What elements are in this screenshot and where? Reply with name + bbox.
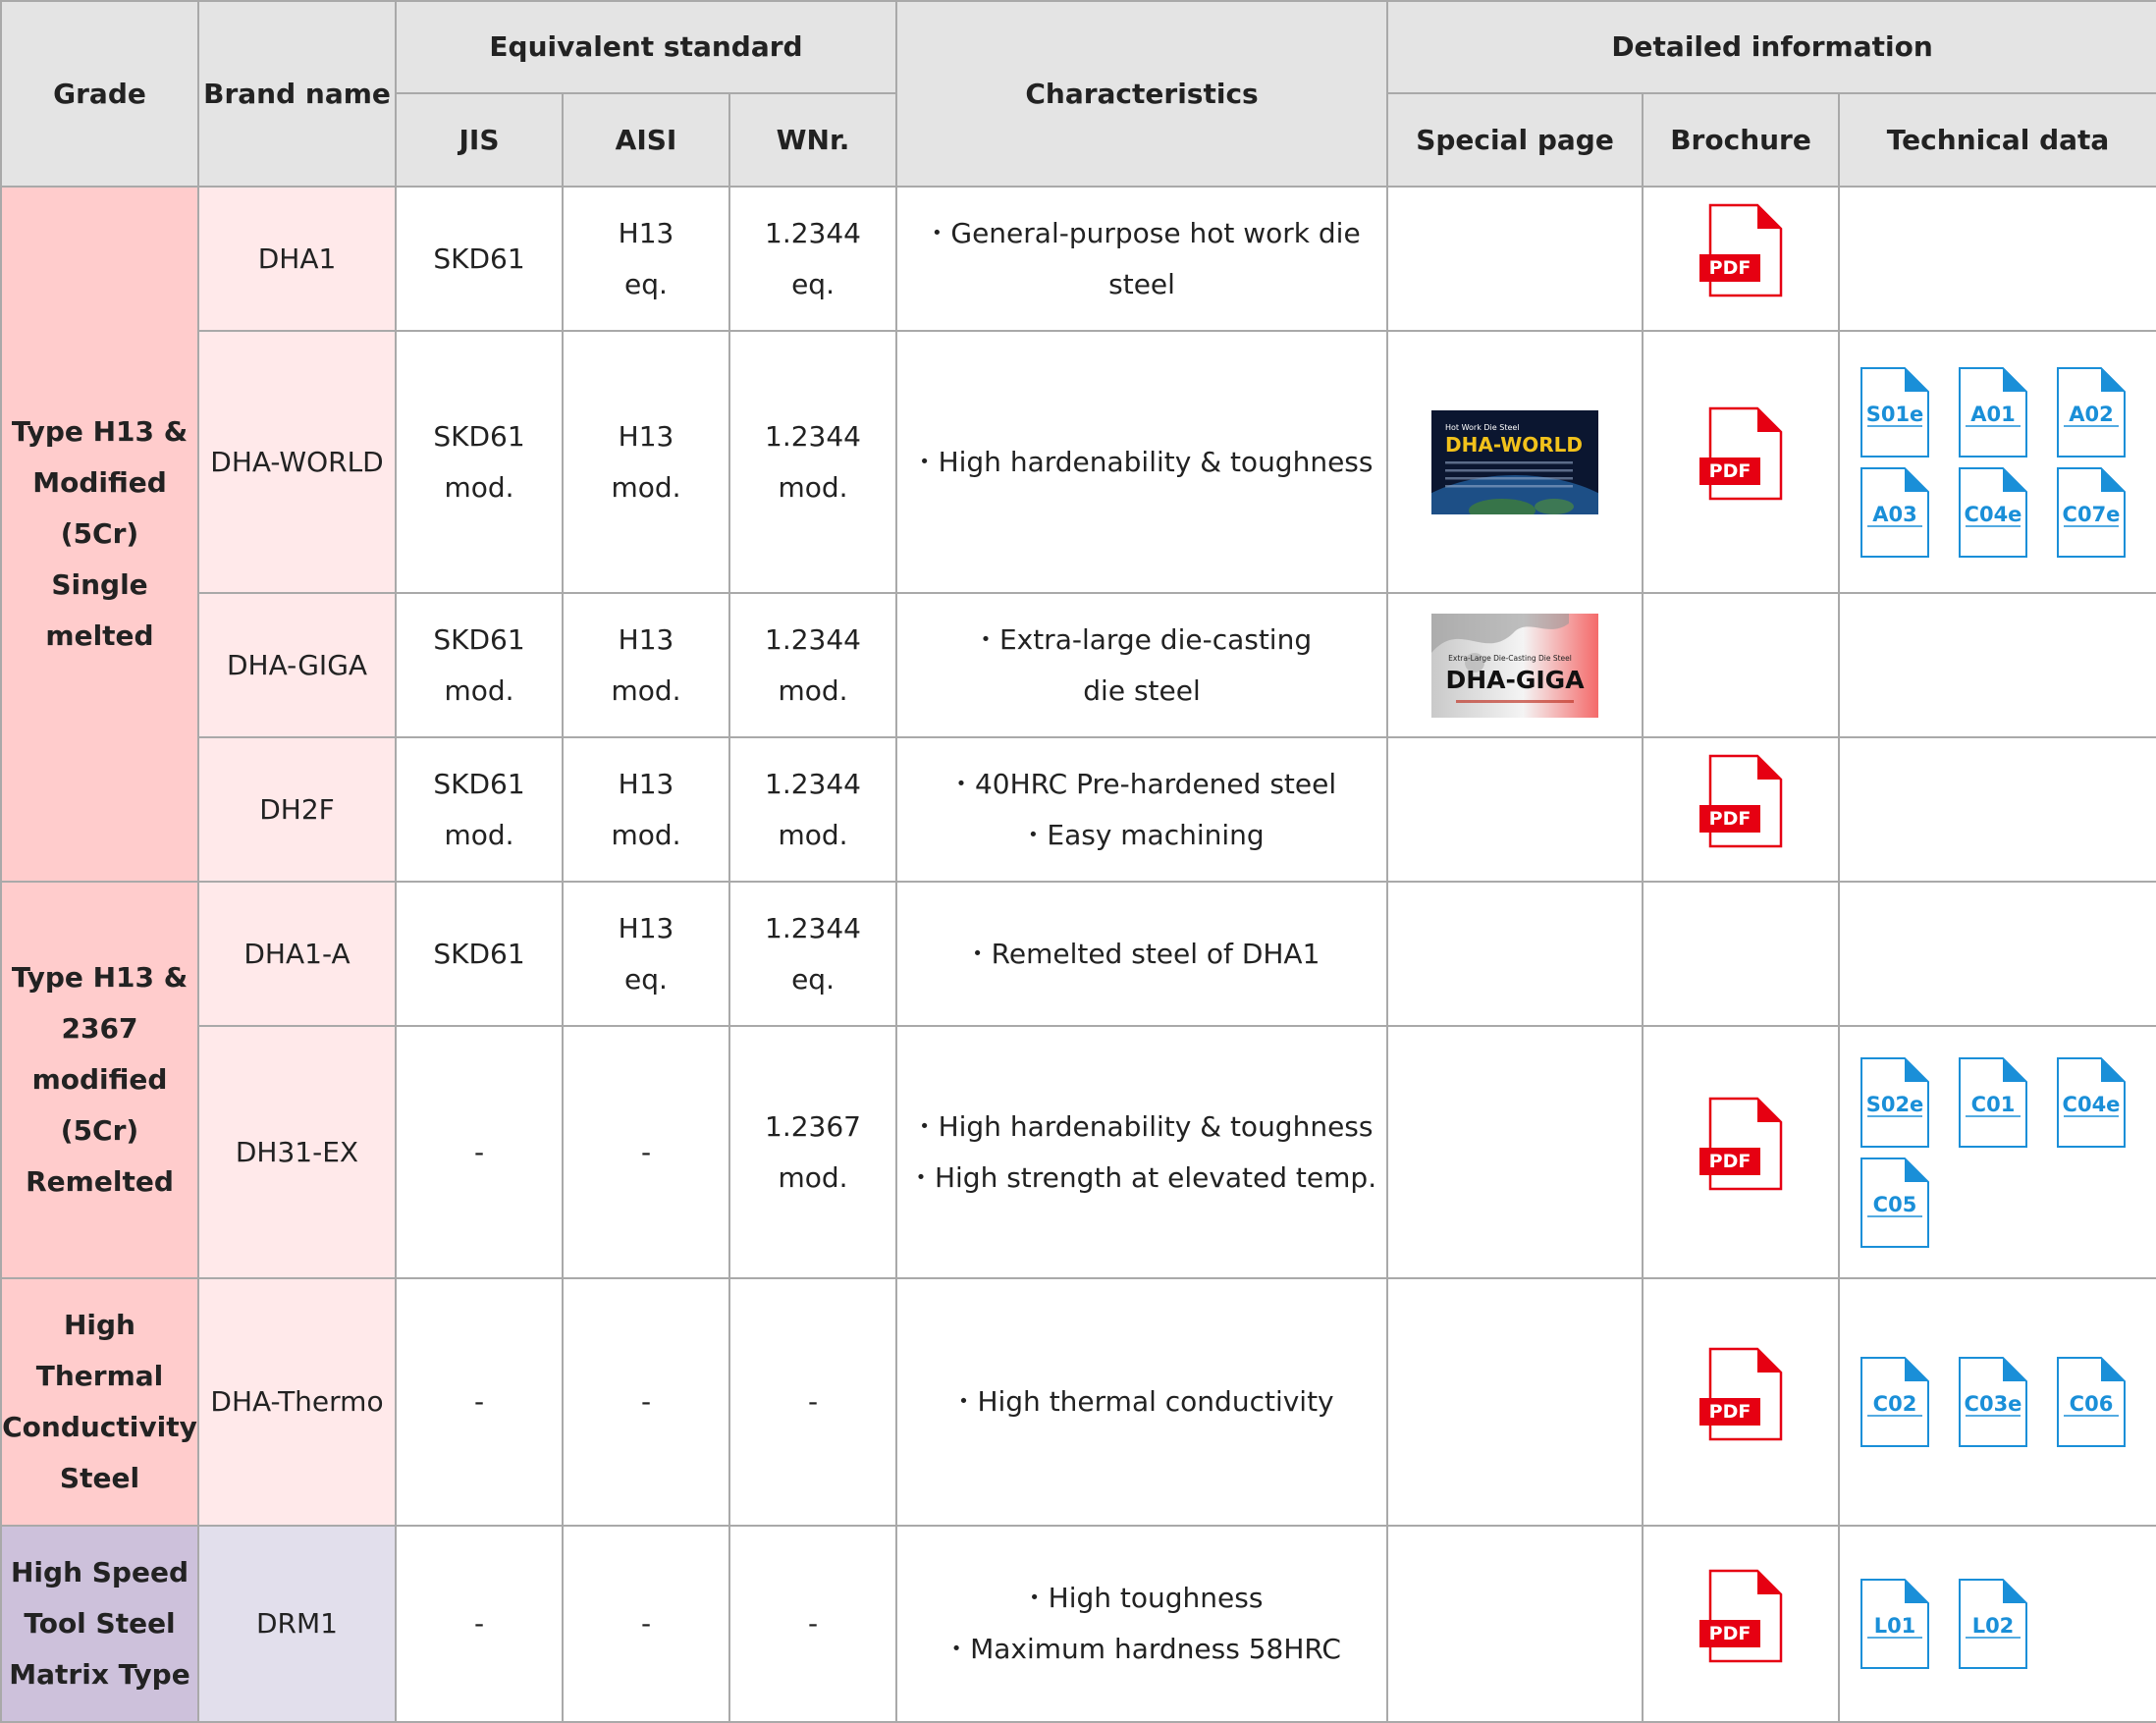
text-line: mod. [611, 673, 681, 707]
characteristics-cell [896, 882, 1387, 1026]
technical-data-doc-icon[interactable] [2056, 1356, 2127, 1448]
text-line: - [640, 1135, 652, 1168]
text-line: - [640, 1385, 652, 1418]
text-line: - [807, 1385, 819, 1418]
text-line: mod. [444, 470, 514, 504]
brand-name-cell: DH31-EX [198, 1026, 396, 1278]
text-line: H13 [618, 216, 674, 249]
text-line: mod. [778, 1160, 848, 1194]
pdf-icon[interactable] [1698, 1569, 1783, 1680]
jis-cell [396, 1278, 563, 1526]
jis-cell [396, 882, 563, 1026]
technical-data-label: L01 [1873, 1614, 1916, 1638]
text-line: mod. [778, 470, 848, 504]
text-line: eq. [791, 267, 835, 300]
technical-data-doc-icon[interactable] [1860, 1356, 1930, 1448]
special-page-cell [1387, 737, 1643, 882]
technical-data-doc-icon[interactable] [1958, 1578, 2028, 1670]
table-row [1, 1026, 2156, 1278]
text-line: 2367 [61, 1012, 138, 1045]
technical-data-list [1840, 1056, 2156, 1249]
technical-data-doc-icon[interactable] [1958, 366, 2028, 458]
technical-data-cell [1839, 1526, 2156, 1722]
brochure-cell [1643, 1278, 1839, 1526]
table-row [1, 593, 2156, 737]
text-line: High Speed [11, 1556, 189, 1588]
pdf-label: PDF [1708, 1151, 1752, 1172]
technical-data-cell [1839, 1026, 2156, 1278]
wnr-cell [729, 1278, 896, 1526]
pdf-label: PDF [1708, 1400, 1752, 1423]
special-world-heading: Hot Work Die Steel [1445, 422, 1520, 432]
technical-data-list [1840, 366, 2156, 559]
text-line: Single [51, 568, 148, 601]
technical-data-doc-icon[interactable] [2056, 366, 2127, 458]
wnr-cell [729, 1026, 896, 1278]
special-giga-heading: Extra-Large Die-Casting Die Steel [1448, 653, 1572, 663]
special-page-cell [1387, 882, 1643, 1026]
header-technical-data: Technical data [1839, 93, 2156, 187]
brochure-cell [1643, 1526, 1839, 1722]
dha-giga-special-page-image[interactable] [1431, 614, 1598, 718]
special-page-cell [1387, 1278, 1643, 1526]
technical-data-label: A01 [1970, 402, 2016, 426]
pdf-icon[interactable] [1698, 406, 1783, 517]
wnr-cell [729, 187, 896, 331]
table-body [1, 187, 2156, 1722]
text-line: melted [45, 619, 154, 652]
text-line: 1.2344 [765, 622, 861, 656]
characteristics-cell [896, 1026, 1387, 1278]
header-aisi: AISI [563, 93, 729, 187]
table-row [1, 1526, 2156, 1722]
wnr-cell [729, 882, 896, 1026]
special-page-cell [1387, 331, 1643, 593]
text-line: Thermal [35, 1360, 164, 1392]
text-line: H13 [618, 419, 674, 453]
text-line: ・High toughness [1020, 1582, 1264, 1614]
jis-cell [396, 1526, 563, 1722]
special-page-cell [1387, 593, 1643, 737]
characteristics-cell [896, 1526, 1387, 1722]
text-line: steel [1108, 267, 1175, 300]
table-row [1, 331, 2156, 593]
text-line: Type H13 & [11, 415, 189, 448]
aisi-cell [563, 331, 729, 593]
aisi-cell [563, 1278, 729, 1526]
technical-data-label: C01 [1970, 1092, 2016, 1116]
technical-data-label: A03 [1872, 502, 1917, 526]
special-world-title: DHA-WORLD [1445, 432, 1584, 457]
characteristics-cell [896, 331, 1387, 593]
header-special-page: Special page [1387, 93, 1643, 187]
text-line: Type H13 & [11, 961, 189, 994]
jis-cell [396, 593, 563, 737]
text-line: SKD61 [433, 767, 525, 800]
special-page-cell [1387, 1026, 1643, 1278]
special-giga-title: DHA-GIGA [1445, 665, 1585, 694]
technical-data-cell [1839, 737, 2156, 882]
text-line: Modified [32, 466, 167, 499]
technical-data-doc-icon[interactable] [1958, 466, 2028, 559]
technical-data-label: C02 [1872, 1392, 1917, 1416]
technical-data-cell [1839, 593, 2156, 737]
technical-data-label: C03e [1964, 1392, 2022, 1416]
characteristics-cell [896, 187, 1387, 331]
jis-cell [396, 737, 563, 882]
table-row [1, 187, 2156, 331]
technical-data-cell [1839, 331, 2156, 593]
technical-data-doc-icon[interactable] [1860, 466, 1930, 559]
technical-data-label: L02 [1971, 1614, 2015, 1638]
aisi-cell [563, 593, 729, 737]
text-line: Tool Steel [24, 1607, 176, 1640]
wnr-cell [729, 1526, 896, 1722]
technical-data-doc-icon[interactable] [1860, 1157, 1930, 1249]
grade-cell [1, 1526, 198, 1722]
technical-data-doc-icon[interactable] [1860, 1578, 1930, 1670]
header-detailed-information: Detailed information [1387, 1, 2156, 93]
technical-data-list [1840, 1356, 2156, 1448]
wnr-cell [729, 593, 896, 737]
text-line: ・Maximum hardness 58HRC [943, 1633, 1341, 1665]
brochure-cell [1643, 1026, 1839, 1278]
dha-world-special-page-image[interactable] [1431, 410, 1598, 514]
brochure-cell [1643, 882, 1839, 1026]
text-line: High [63, 1309, 135, 1341]
technical-data-label: S01e [1865, 402, 1924, 426]
text-line: mod. [611, 818, 681, 851]
text-line: H13 [618, 911, 674, 944]
characteristics-cell [896, 737, 1387, 882]
text-line: mod. [611, 470, 681, 504]
wnr-cell [729, 737, 896, 882]
aisi-cell [563, 1526, 729, 1722]
grade-cell [1, 1278, 198, 1526]
header-brochure: Brochure [1643, 93, 1839, 187]
grade-cell [1, 882, 198, 1278]
pdf-icon[interactable] [1698, 754, 1783, 865]
pdf-icon[interactable] [1698, 203, 1783, 314]
brand-name-cell: DHA1-A [198, 882, 396, 1026]
technical-data-label: C05 [1872, 1192, 1917, 1216]
technical-data-doc-icon[interactable] [1958, 1056, 2028, 1149]
brand-name-cell: DRM1 [198, 1526, 396, 1722]
text-line: ・Remelted steel of DHA1 [963, 937, 1321, 970]
technical-data-label: C04e [2062, 1092, 2121, 1116]
text-line: ・40HRC Pre-hardened steel [946, 767, 1337, 800]
technical-data-doc-icon[interactable] [1958, 1356, 2028, 1448]
technical-data-doc-icon[interactable] [1860, 366, 1930, 458]
technical-data-label: C06 [2069, 1392, 2114, 1416]
text-line: (5Cr) [60, 1114, 139, 1147]
special-page-cell [1387, 1526, 1643, 1722]
special-page-cell [1387, 187, 1643, 331]
characteristics-cell [896, 1278, 1387, 1526]
grade-cell [1, 187, 198, 882]
text-line: (5Cr) [60, 517, 139, 550]
pdf-icon[interactable] [1698, 1347, 1783, 1458]
header-characteristics: Characteristics [896, 1, 1387, 187]
text-line: - [473, 1385, 485, 1418]
technical-data-label: C07e [2062, 502, 2121, 526]
text-line: ・High hardenability & toughness [910, 445, 1374, 478]
pdf-label: PDF [1708, 460, 1752, 482]
text-line: 1.2344 [765, 419, 861, 453]
header-jis: JIS [396, 93, 563, 187]
technical-data-doc-icon[interactable] [2056, 1056, 2127, 1149]
technical-data-doc-icon[interactable] [2056, 466, 2127, 559]
brand-name-cell: DHA1 [198, 187, 396, 331]
text-line: Remelted [26, 1165, 174, 1198]
jis-cell [396, 187, 563, 331]
wnr-cell [729, 331, 896, 593]
jis-cell [396, 1026, 563, 1278]
text-line: Steel [59, 1462, 140, 1494]
pdf-label: PDF [1708, 808, 1752, 830]
text-line: H13 [618, 622, 674, 656]
table-row [1, 737, 2156, 882]
text-line: mod. [778, 818, 848, 851]
text-line: 1.2344 [765, 216, 861, 249]
text-line: eq. [624, 267, 668, 300]
text-line: - [473, 1135, 485, 1168]
text-line: ・Extra-large die-casting [971, 622, 1313, 656]
technical-data-list [1840, 1578, 2156, 1670]
text-line: 1.2344 [765, 911, 861, 944]
header-wnr: WNr. [729, 93, 896, 187]
text-line: eq. [624, 962, 668, 996]
table-row [1, 882, 2156, 1026]
text-line: 1.2367 [765, 1109, 861, 1143]
technical-data-doc-icon[interactable] [1860, 1056, 1930, 1149]
text-line: ・General-purpose hot work die [923, 216, 1361, 249]
brand-name-cell: DH2F [198, 737, 396, 882]
header-equivalent-standard: Equivalent standard [396, 1, 896, 93]
pdf-label: PDF [1708, 1622, 1752, 1644]
text-line: - [640, 1607, 652, 1640]
text-line: - [473, 1607, 485, 1640]
text-line: Conductivity [2, 1411, 197, 1443]
text-line: SKD61 [433, 419, 525, 453]
brochure-cell [1643, 187, 1839, 331]
pdf-icon[interactable] [1698, 1097, 1783, 1208]
text-line: SKD61 [433, 622, 525, 656]
text-line: 1.2344 [765, 767, 861, 800]
aisi-cell [563, 882, 729, 1026]
brand-name-cell: DHA-Thermo [198, 1278, 396, 1526]
text-line: mod. [444, 818, 514, 851]
text-line: ・High thermal conductivity [949, 1385, 1334, 1418]
brochure-cell [1643, 593, 1839, 737]
aisi-cell [563, 737, 729, 882]
text-line: ・High strength at elevated temp. [906, 1160, 1377, 1194]
text-line: Matrix Type [9, 1658, 190, 1691]
text-line: modified [31, 1063, 168, 1096]
header-brand-name: Brand name [198, 1, 396, 187]
brand-name-cell: DHA-GIGA [198, 593, 396, 737]
technical-data-cell [1839, 882, 2156, 1026]
aisi-cell [563, 1026, 729, 1278]
technical-data-cell [1839, 1278, 2156, 1526]
text-line: ・Easy machining [1019, 818, 1265, 851]
text-line: SKD61 [433, 937, 525, 970]
brochure-cell [1643, 737, 1839, 882]
pdf-label: PDF [1708, 257, 1752, 279]
text-line: die steel [1083, 673, 1201, 707]
brand-name-cell: DHA-WORLD [198, 331, 396, 593]
text-line: - [807, 1607, 819, 1640]
text-line: mod. [444, 673, 514, 707]
text-line: ・High hardenability & toughness [910, 1109, 1374, 1143]
text-line: eq. [791, 962, 835, 996]
aisi-cell [563, 187, 729, 331]
technical-data-label: C04e [1964, 502, 2022, 526]
technical-data-cell [1839, 187, 2156, 331]
text-line: H13 [618, 767, 674, 800]
brochure-cell [1643, 331, 1839, 593]
header-grade: Grade [1, 1, 198, 187]
text-line: mod. [778, 673, 848, 707]
text-line: SKD61 [433, 242, 525, 275]
table-row [1, 1278, 2156, 1526]
technical-data-label: A02 [2069, 402, 2114, 426]
technical-data-label: S02e [1865, 1092, 1924, 1116]
characteristics-cell [896, 593, 1387, 737]
jis-cell [396, 331, 563, 593]
